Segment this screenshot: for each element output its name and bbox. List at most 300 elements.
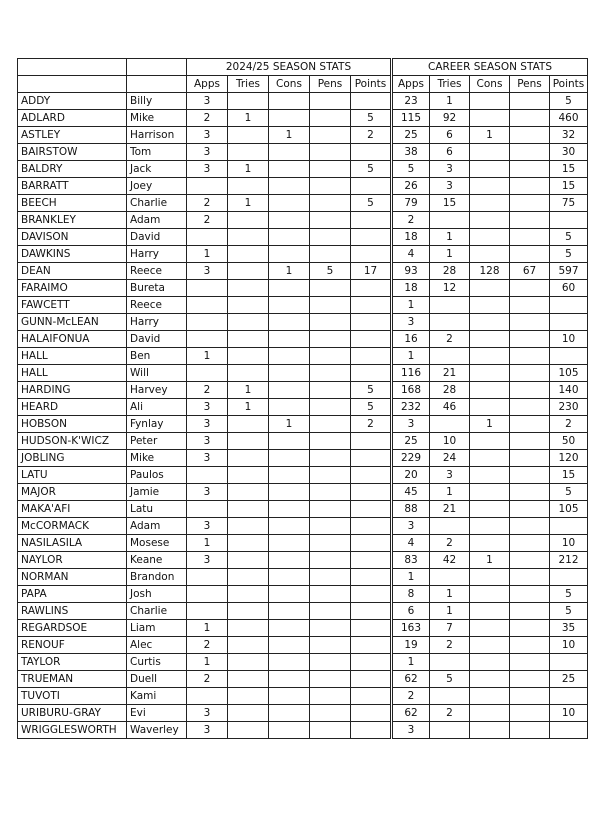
season-tries: [228, 365, 269, 382]
player-first-name: Charlie: [127, 603, 187, 620]
season-tries: [228, 93, 269, 110]
player-surname: HARDING: [18, 382, 127, 399]
career-points: 140: [550, 382, 588, 399]
career-cons: [470, 433, 510, 450]
career-points: 10: [550, 331, 588, 348]
table-row: [18, 178, 588, 195]
player-surname: BARRATT: [18, 178, 127, 195]
career-points: 5: [550, 229, 588, 246]
career-pens: [510, 382, 550, 399]
player-first-name: Jamie: [127, 484, 187, 501]
player-first-name: Harry: [127, 246, 187, 263]
career-tries: [430, 722, 470, 739]
season-cons: [269, 246, 310, 263]
player-surname: BRANKLEY: [18, 212, 127, 229]
season-apps: [187, 467, 228, 484]
career-points: 10: [550, 535, 588, 552]
career-cons: [470, 722, 510, 739]
season-tries: [228, 212, 269, 229]
career-points: 5: [550, 246, 588, 263]
season-points: [351, 654, 392, 671]
player-first-name: Mosese: [127, 535, 187, 552]
player-first-name: Liam: [127, 620, 187, 637]
career-cons: [470, 705, 510, 722]
season-cons: [269, 569, 310, 586]
season-points: 5: [351, 382, 392, 399]
col-header: Pens: [310, 76, 351, 93]
season-cons: [269, 518, 310, 535]
career-points: 105: [550, 365, 588, 382]
career-points: [550, 348, 588, 365]
career-apps: 3: [392, 518, 430, 535]
season-pens: [310, 348, 351, 365]
season-points: [351, 433, 392, 450]
season-pens: [310, 535, 351, 552]
season-cons: [269, 467, 310, 484]
table-row: [18, 127, 588, 144]
player-first-name: Jack: [127, 161, 187, 178]
career-apps: 3: [392, 416, 430, 433]
season-tries: [228, 620, 269, 637]
season-tries: [228, 127, 269, 144]
career-pens: [510, 246, 550, 263]
col-header: Cons: [269, 76, 310, 93]
player-first-name: David: [127, 331, 187, 348]
career-pens: [510, 93, 550, 110]
season-apps: [187, 688, 228, 705]
career-pens: [510, 433, 550, 450]
season-tries: [228, 535, 269, 552]
player-surname: ASTLEY: [18, 127, 127, 144]
career-apps: 116: [392, 365, 430, 382]
season-pens: [310, 110, 351, 127]
table-row: [18, 484, 588, 501]
player-surname: HUDSON-K'WICZ: [18, 433, 127, 450]
career-apps: 25: [392, 433, 430, 450]
season-cons: [269, 603, 310, 620]
season-tries: [228, 348, 269, 365]
career-apps: 6: [392, 603, 430, 620]
career-points: [550, 314, 588, 331]
player-first-name: Tom: [127, 144, 187, 161]
career-points: 32: [550, 127, 588, 144]
season-apps: 3: [187, 705, 228, 722]
career-pens: [510, 484, 550, 501]
career-pens: [510, 161, 550, 178]
player-first-name: Adam: [127, 212, 187, 229]
season-pens: [310, 654, 351, 671]
career-tries: 1: [430, 603, 470, 620]
career-cons: [470, 501, 510, 518]
table-row: [18, 348, 588, 365]
season-apps: [187, 586, 228, 603]
player-first-name: Charlie: [127, 195, 187, 212]
career-tries: 1: [430, 229, 470, 246]
season-tries: [228, 518, 269, 535]
season-apps: 3: [187, 433, 228, 450]
season-points: [351, 331, 392, 348]
career-pens: [510, 586, 550, 603]
table-row: [18, 620, 588, 637]
table-row: [18, 450, 588, 467]
season-apps: 3: [187, 144, 228, 161]
player-surname: TUVOTI: [18, 688, 127, 705]
player-surname: NORMAN: [18, 569, 127, 586]
career-points: 212: [550, 552, 588, 569]
career-cons: [470, 212, 510, 229]
season-points: [351, 297, 392, 314]
career-tries: 92: [430, 110, 470, 127]
player-first-name: Brandon: [127, 569, 187, 586]
career-apps: 5: [392, 161, 430, 178]
career-pens: [510, 620, 550, 637]
career-apps: 45: [392, 484, 430, 501]
career-apps: 232: [392, 399, 430, 416]
table-row: [18, 399, 588, 416]
col-header: Tries: [430, 76, 470, 93]
career-points: 10: [550, 637, 588, 654]
player-surname: NASILASILA: [18, 535, 127, 552]
career-apps: 93: [392, 263, 430, 280]
career-points: [550, 688, 588, 705]
career-pens: [510, 501, 550, 518]
season-cons: [269, 501, 310, 518]
player-first-name: Adam: [127, 518, 187, 535]
season-apps: 3: [187, 484, 228, 501]
season-tries: [228, 688, 269, 705]
season-tries: 1: [228, 110, 269, 127]
career-apps: 229: [392, 450, 430, 467]
season-pens: [310, 671, 351, 688]
table-row: [18, 518, 588, 535]
season-apps: 2: [187, 382, 228, 399]
career-points: 5: [550, 586, 588, 603]
season-apps: [187, 229, 228, 246]
career-pens: [510, 688, 550, 705]
career-apps: 38: [392, 144, 430, 161]
season-tries: [228, 178, 269, 195]
season-cons: [269, 348, 310, 365]
table-row: [18, 110, 588, 127]
season-points: [351, 535, 392, 552]
career-cons: [470, 518, 510, 535]
col-header: Apps: [187, 76, 228, 93]
player-first-name: Harvey: [127, 382, 187, 399]
col-header: Apps: [392, 76, 430, 93]
career-pens: [510, 518, 550, 535]
player-surname: TRUEMAN: [18, 671, 127, 688]
season-cons: [269, 144, 310, 161]
player-first-name: David: [127, 229, 187, 246]
career-apps: 23: [392, 93, 430, 110]
season-pens: [310, 229, 351, 246]
career-apps: 1: [392, 569, 430, 586]
season-pens: 5: [310, 263, 351, 280]
season-tries: [228, 263, 269, 280]
career-tries: [430, 348, 470, 365]
player-first-name: Reece: [127, 263, 187, 280]
table-row: [18, 501, 588, 518]
career-pens: [510, 637, 550, 654]
career-apps: 3: [392, 722, 430, 739]
player-first-name: Harry: [127, 314, 187, 331]
player-surname: McCORMACK: [18, 518, 127, 535]
career-tries: 1: [430, 586, 470, 603]
season-pens: [310, 178, 351, 195]
player-surname: REGARDSOE: [18, 620, 127, 637]
career-apps: 20: [392, 467, 430, 484]
season-cons: [269, 399, 310, 416]
season-points: 5: [351, 110, 392, 127]
season-points: 5: [351, 399, 392, 416]
career-cons: [470, 450, 510, 467]
player-surname: BAIRSTOW: [18, 144, 127, 161]
season-points: [351, 722, 392, 739]
career-apps: 168: [392, 382, 430, 399]
table-row: [18, 212, 588, 229]
career-pens: [510, 297, 550, 314]
table-row: [18, 433, 588, 450]
player-surname: URIBURU-GRAY: [18, 705, 127, 722]
career-tries: [430, 416, 470, 433]
career-apps: 25: [392, 127, 430, 144]
player-surname: HALAIFONUA: [18, 331, 127, 348]
season-points: [351, 144, 392, 161]
career-apps: 4: [392, 535, 430, 552]
career-tries: 3: [430, 178, 470, 195]
career-points: 230: [550, 399, 588, 416]
career-cons: [470, 603, 510, 620]
season-cons: [269, 212, 310, 229]
season-pens: [310, 586, 351, 603]
season-cons: [269, 382, 310, 399]
career-pens: [510, 450, 550, 467]
season-cons: [269, 280, 310, 297]
season-tries: [228, 705, 269, 722]
season-apps: [187, 569, 228, 586]
table-row: [18, 688, 588, 705]
career-pens: [510, 552, 550, 569]
season-pens: [310, 722, 351, 739]
career-apps: 2: [392, 688, 430, 705]
col-header: Cons: [470, 76, 510, 93]
season-tries: 1: [228, 382, 269, 399]
season-points: [351, 212, 392, 229]
career-points: 60: [550, 280, 588, 297]
player-surname: GUNN-McLEAN: [18, 314, 127, 331]
table-row: [18, 467, 588, 484]
career-tries: 3: [430, 467, 470, 484]
season-pens: [310, 314, 351, 331]
season-apps: 3: [187, 93, 228, 110]
season-pens: [310, 484, 351, 501]
career-apps: 26: [392, 178, 430, 195]
season-pens: [310, 297, 351, 314]
season-points: [351, 178, 392, 195]
season-pens: [310, 399, 351, 416]
season-points: [351, 518, 392, 535]
season-apps: [187, 280, 228, 297]
season-tries: [228, 314, 269, 331]
career-cons: 1: [470, 127, 510, 144]
player-first-name: Mike: [127, 450, 187, 467]
career-apps: 1: [392, 297, 430, 314]
table-row: [18, 280, 588, 297]
table-row: [18, 603, 588, 620]
season-pens: [310, 433, 351, 450]
career-pens: [510, 331, 550, 348]
player-surname: DEAN: [18, 263, 127, 280]
season-pens: [310, 637, 351, 654]
career-pens: [510, 416, 550, 433]
table-row: [18, 637, 588, 654]
career-points: 2: [550, 416, 588, 433]
season-tries: [228, 467, 269, 484]
career-apps: 83: [392, 552, 430, 569]
career-points: 597: [550, 263, 588, 280]
season-pens: [310, 365, 351, 382]
career-cons: [470, 484, 510, 501]
player-first-name: Josh: [127, 586, 187, 603]
player-first-name: Ali: [127, 399, 187, 416]
career-tries: 6: [430, 127, 470, 144]
season-pens: [310, 518, 351, 535]
season-pens: [310, 246, 351, 263]
career-points: 15: [550, 161, 588, 178]
season-tries: [228, 297, 269, 314]
player-first-name: Peter: [127, 433, 187, 450]
table-row: [18, 382, 588, 399]
career-tries: 1: [430, 246, 470, 263]
season-points: [351, 450, 392, 467]
career-cons: [470, 195, 510, 212]
season-tries: [228, 229, 269, 246]
career-points: 10: [550, 705, 588, 722]
season-cons: 1: [269, 416, 310, 433]
career-tries: [430, 212, 470, 229]
career-pens: 67: [510, 263, 550, 280]
season-pens: [310, 467, 351, 484]
career-tries: 5: [430, 671, 470, 688]
player-first-name: Curtis: [127, 654, 187, 671]
season-cons: [269, 161, 310, 178]
career-pens: [510, 195, 550, 212]
career-apps: 62: [392, 705, 430, 722]
player-first-name: Kami: [127, 688, 187, 705]
player-surname: PAPA: [18, 586, 127, 603]
career-cons: [470, 671, 510, 688]
career-cons: [470, 654, 510, 671]
season-apps: 1: [187, 535, 228, 552]
career-cons: [470, 314, 510, 331]
season-tries: 1: [228, 195, 269, 212]
career-tries: 21: [430, 365, 470, 382]
season-tries: [228, 654, 269, 671]
season-points: [351, 348, 392, 365]
career-cons: 1: [470, 416, 510, 433]
player-first-name: Keane: [127, 552, 187, 569]
col-header: Points: [550, 76, 588, 93]
player-surname: HOBSON: [18, 416, 127, 433]
season-cons: [269, 654, 310, 671]
season-points: 2: [351, 127, 392, 144]
season-pens: [310, 450, 351, 467]
career-points: 120: [550, 450, 588, 467]
season-cons: [269, 229, 310, 246]
table-row: [18, 671, 588, 688]
season-apps: [187, 603, 228, 620]
career-pens: [510, 144, 550, 161]
career-points: [550, 654, 588, 671]
season-tries: [228, 416, 269, 433]
season-tries: [228, 722, 269, 739]
season-apps: 2: [187, 637, 228, 654]
season-pens: [310, 620, 351, 637]
season-apps: 3: [187, 399, 228, 416]
season-apps: 3: [187, 450, 228, 467]
career-pens: [510, 110, 550, 127]
season-points: [351, 365, 392, 382]
career-pens: [510, 671, 550, 688]
career-points: 50: [550, 433, 588, 450]
season-apps: [187, 297, 228, 314]
career-points: 15: [550, 467, 588, 484]
career-cons: [470, 365, 510, 382]
career-tries: 28: [430, 382, 470, 399]
career-points: 460: [550, 110, 588, 127]
table-row: [18, 331, 588, 348]
season-points: 5: [351, 195, 392, 212]
career-cons: [470, 331, 510, 348]
player-first-name: Latu: [127, 501, 187, 518]
career-tries: 1: [430, 93, 470, 110]
player-surname: FAWCETT: [18, 297, 127, 314]
season-apps: 2: [187, 110, 228, 127]
career-tries: 12: [430, 280, 470, 297]
season-cons: [269, 110, 310, 127]
career-pens: [510, 212, 550, 229]
career-pens: [510, 178, 550, 195]
career-cons: [470, 688, 510, 705]
player-surname: ADLARD: [18, 110, 127, 127]
table-row: [18, 705, 588, 722]
career-tries: [430, 314, 470, 331]
career-points: 25: [550, 671, 588, 688]
table-body: [18, 93, 588, 739]
career-cons: [470, 535, 510, 552]
header-column-row: [18, 76, 588, 93]
season-pens: [310, 144, 351, 161]
career-tries: 24: [430, 450, 470, 467]
season-pens: [310, 280, 351, 297]
season-apps: 1: [187, 654, 228, 671]
season-apps: 3: [187, 161, 228, 178]
season-apps: 3: [187, 263, 228, 280]
table-row: [18, 654, 588, 671]
table-row: [18, 722, 588, 739]
career-points: 5: [550, 603, 588, 620]
career-points: 35: [550, 620, 588, 637]
player-surname: JOBLING: [18, 450, 127, 467]
career-stats-header: CAREER SEASON STATS: [392, 59, 588, 76]
player-first-name: Joey: [127, 178, 187, 195]
career-points: 5: [550, 484, 588, 501]
career-tries: 46: [430, 399, 470, 416]
career-cons: [470, 399, 510, 416]
season-points: [351, 467, 392, 484]
player-first-name: Billy: [127, 93, 187, 110]
season-cons: [269, 671, 310, 688]
